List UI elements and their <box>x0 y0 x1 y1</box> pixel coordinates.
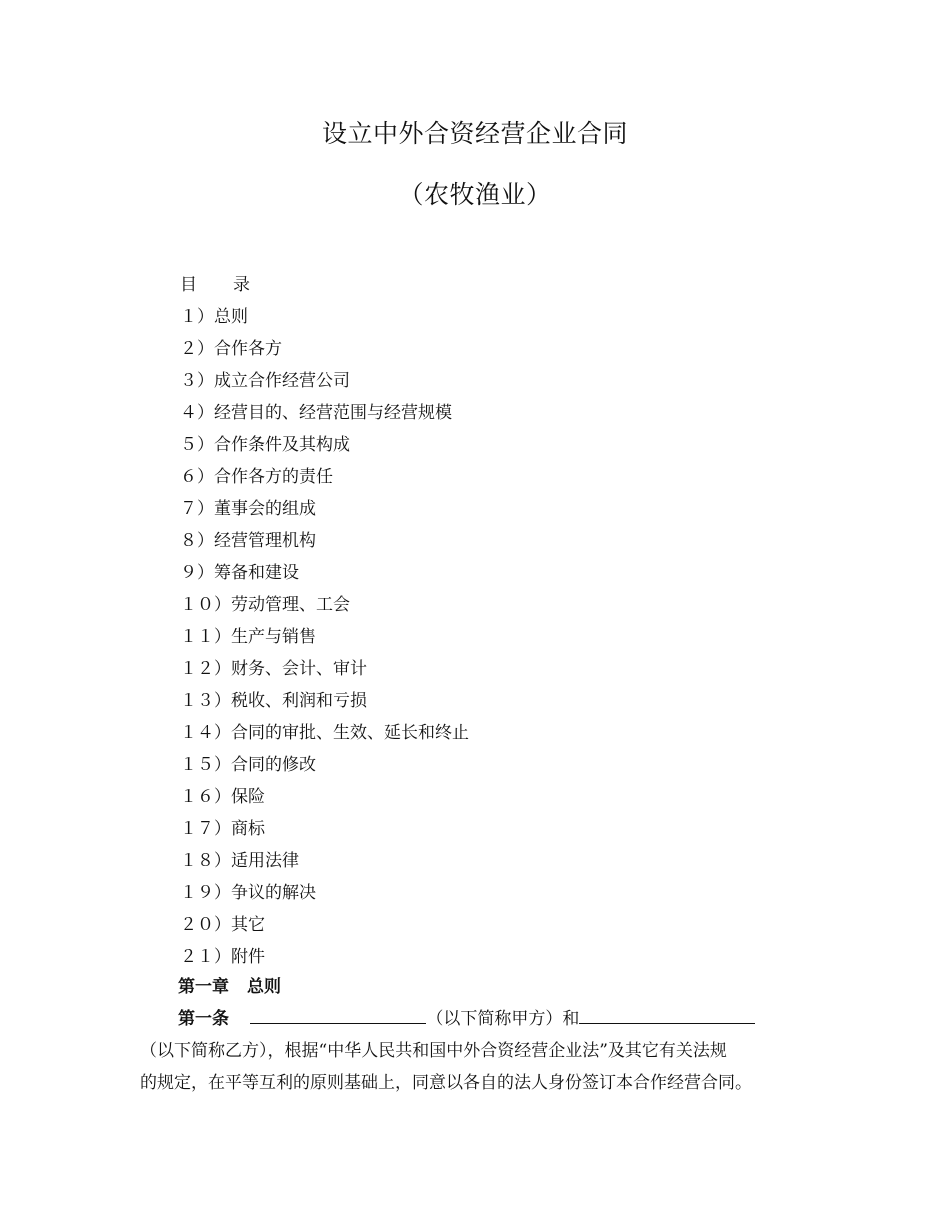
article-text-a: （以下简称甲方）和 <box>426 1009 580 1029</box>
toc-item: ４）经营目的、经营范围与经营规模 <box>180 403 452 423</box>
toc-item: １２）财务、会计、审计 <box>180 659 367 679</box>
toc-item: １）总则 <box>180 307 248 327</box>
toc-heading-right: 录 <box>233 275 250 295</box>
document-subtitle: （农牧渔业） <box>398 180 552 209</box>
toc-item: １０）劳动管理、工会 <box>180 595 350 615</box>
party-b-blank <box>579 1005 755 1024</box>
party-a-blank <box>250 1005 426 1024</box>
toc-item: ５）合作条件及其构成 <box>180 435 350 455</box>
toc-item: １９）争议的解决 <box>180 883 316 903</box>
chapter-heading <box>178 973 281 1001</box>
toc-item: ２１）附件 <box>180 947 265 967</box>
toc-item: ６）合作各方的责任 <box>180 467 333 487</box>
toc-list <box>180 303 469 975</box>
toc-item: １８）适用法律 <box>180 851 299 871</box>
article-label: 第一条 <box>178 1009 229 1029</box>
toc-item: ８）经营管理机构 <box>180 531 316 551</box>
toc-heading-left: 目 <box>180 275 197 295</box>
toc-item: １４）合同的审批、生效、延长和终止 <box>180 723 469 743</box>
toc-item: １１）生产与销售 <box>180 627 316 647</box>
toc-item: ３）成立合作经营公司 <box>180 371 350 391</box>
toc-item: ７）董事会的组成 <box>180 499 316 519</box>
document-title: 设立中外合资经营企业合同 <box>321 119 628 148</box>
toc-item: １６）保险 <box>180 787 265 807</box>
article-first-line <box>178 1005 755 1033</box>
toc-item: ９）筹备和建设 <box>180 563 299 583</box>
article-text-line: （以下简称乙方），根据“中华人民共和国中外合资经营企业法”及其它有关法规 <box>140 1041 727 1061</box>
chapter-number: 第一章 <box>178 977 229 997</box>
chapter-title: 总则 <box>247 977 281 997</box>
toc-item: ２０）其它 <box>180 915 265 935</box>
toc-item: ２）合作各方 <box>180 339 282 359</box>
article-text-line: 的规定，在平等互利的原则基础上，同意以各自的法人身份签订本合作经营合同。 <box>140 1073 752 1093</box>
toc-item: １５）合同的修改 <box>180 755 316 775</box>
toc-heading <box>180 271 469 303</box>
table-of-contents <box>180 271 469 975</box>
toc-item: １３）税收、利润和亏损 <box>180 691 367 711</box>
toc-item: １７）商标 <box>180 819 265 839</box>
